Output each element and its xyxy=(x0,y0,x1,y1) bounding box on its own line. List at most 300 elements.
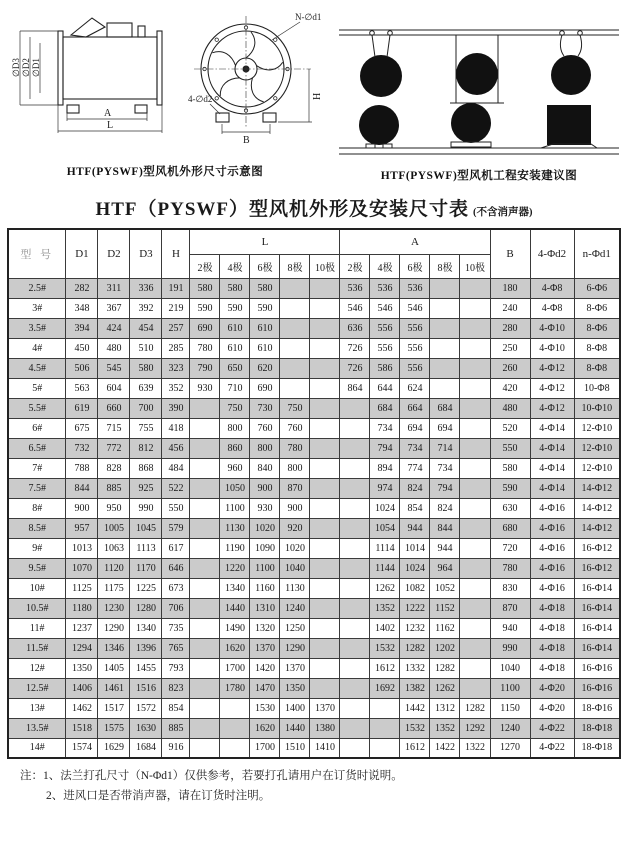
value-cell: 690 xyxy=(250,378,280,398)
hung-fan-2 xyxy=(450,35,504,103)
value-cell xyxy=(220,738,250,758)
value-cell: 536 xyxy=(400,278,430,298)
value-cell: 4-Φ8 xyxy=(530,278,574,298)
value-cell xyxy=(340,418,370,438)
value-cell: 1405 xyxy=(98,658,130,678)
value-cell: 1225 xyxy=(130,578,162,598)
value-cell: 684 xyxy=(430,398,460,418)
col-header-n-phi-d1: n-Φd1 xyxy=(574,229,620,278)
value-cell: 760 xyxy=(250,418,280,438)
value-cell xyxy=(190,638,220,658)
value-cell: 690 xyxy=(190,318,220,338)
value-cell: 1052 xyxy=(430,578,460,598)
table-row xyxy=(8,518,620,538)
value-cell: 1240 xyxy=(490,718,530,738)
value-cell: 1220 xyxy=(220,558,250,578)
value-cell: 4-Φ8 xyxy=(530,298,574,318)
value-cell: 1054 xyxy=(370,518,400,538)
value-cell xyxy=(310,278,340,298)
value-cell: 12-Φ10 xyxy=(574,458,620,478)
value-cell: 580 xyxy=(130,358,162,378)
value-cell xyxy=(190,458,220,478)
model-cell: 3# xyxy=(8,298,66,318)
value-cell xyxy=(340,618,370,638)
value-cell: 311 xyxy=(98,278,130,298)
table-row xyxy=(8,678,620,698)
value-cell xyxy=(310,398,340,418)
value-cell: 646 xyxy=(162,558,190,578)
value-cell: 506 xyxy=(66,358,98,378)
value-cell xyxy=(310,358,340,378)
value-cell xyxy=(190,698,220,718)
table-row xyxy=(8,378,620,398)
value-cell: 550 xyxy=(162,498,190,518)
value-cell xyxy=(460,338,490,358)
value-cell xyxy=(370,718,400,738)
value-cell: 556 xyxy=(400,318,430,338)
value-cell xyxy=(460,638,490,658)
value-cell xyxy=(310,578,340,598)
value-cell: 4-Φ16 xyxy=(530,578,574,598)
value-cell: 1352 xyxy=(370,598,400,618)
value-cell xyxy=(190,738,220,758)
table-row xyxy=(8,458,620,478)
value-cell xyxy=(310,678,340,698)
table-row xyxy=(8,278,620,298)
value-cell: 734 xyxy=(400,438,430,458)
value-cell: 16-Φ12 xyxy=(574,558,620,578)
value-cell: 1574 xyxy=(66,738,98,758)
value-cell: 4-Φ14 xyxy=(530,418,574,438)
value-cell: 788 xyxy=(66,458,98,478)
value-cell: 930 xyxy=(250,498,280,518)
table-row xyxy=(8,478,620,498)
value-cell: 726 xyxy=(340,338,370,358)
value-cell: 556 xyxy=(370,318,400,338)
value-cell: 590 xyxy=(250,298,280,318)
model-cell: 4.5# xyxy=(8,358,66,378)
value-cell: 240 xyxy=(490,298,530,318)
value-cell: 793 xyxy=(162,658,190,678)
value-cell: 950 xyxy=(98,498,130,518)
col-header-l-8pole: 8极 xyxy=(280,254,310,278)
value-cell: 590 xyxy=(190,298,220,318)
value-cell xyxy=(460,378,490,398)
value-cell xyxy=(460,558,490,578)
value-cell: 1310 xyxy=(250,598,280,618)
value-cell xyxy=(370,698,400,718)
value-cell: 732 xyxy=(66,438,98,458)
value-cell: 964 xyxy=(430,558,460,578)
value-cell: 823 xyxy=(162,678,190,698)
value-cell: 10-Φ8 xyxy=(574,378,620,398)
value-cell: 650 xyxy=(220,358,250,378)
value-cell: 16-Φ12 xyxy=(574,538,620,558)
value-cell: 735 xyxy=(162,618,190,638)
value-cell: 418 xyxy=(162,418,190,438)
value-cell: 1130 xyxy=(280,578,310,598)
value-cell: 1440 xyxy=(280,718,310,738)
table-row xyxy=(8,418,620,438)
table-row xyxy=(8,658,620,678)
value-cell: 610 xyxy=(220,338,250,358)
value-cell xyxy=(340,398,370,418)
table-row xyxy=(8,718,620,738)
value-cell: 680 xyxy=(490,518,530,538)
dim-label-4-d2: 4-∅d2 xyxy=(188,94,213,104)
value-cell: 1692 xyxy=(370,678,400,698)
value-cell: 4-Φ16 xyxy=(530,538,574,558)
table-row xyxy=(8,618,620,638)
value-cell xyxy=(310,418,340,438)
value-cell xyxy=(190,598,220,618)
value-cell: 1013 xyxy=(66,538,98,558)
value-cell xyxy=(460,658,490,678)
value-cell: 1282 xyxy=(430,658,460,678)
value-cell xyxy=(340,518,370,538)
value-cell xyxy=(310,598,340,618)
value-cell: 536 xyxy=(370,278,400,298)
value-cell: 219 xyxy=(162,298,190,318)
value-cell: 700 xyxy=(130,398,162,418)
dim-label-a: A xyxy=(104,108,112,119)
value-cell xyxy=(310,478,340,498)
value-cell: 824 xyxy=(430,498,460,518)
value-cell: 1402 xyxy=(370,618,400,638)
value-cell: 1572 xyxy=(130,698,162,718)
value-cell: 420 xyxy=(490,378,530,398)
spec-table-body xyxy=(8,278,620,758)
value-cell: 392 xyxy=(130,298,162,318)
value-cell: 4-Φ12 xyxy=(530,358,574,378)
value-cell xyxy=(190,718,220,738)
value-cell: 1462 xyxy=(66,698,98,718)
value-cell: 4-Φ10 xyxy=(530,338,574,358)
value-cell: 1320 xyxy=(250,618,280,638)
value-cell xyxy=(460,458,490,478)
value-cell: 4-Φ18 xyxy=(530,638,574,658)
value-cell: 664 xyxy=(400,398,430,418)
value-cell xyxy=(190,438,220,458)
table-row xyxy=(8,398,620,418)
model-cell: 10.5# xyxy=(8,598,66,618)
value-cell: 604 xyxy=(98,378,130,398)
value-cell xyxy=(220,698,250,718)
value-cell: 610 xyxy=(220,318,250,338)
value-cell: 854 xyxy=(162,698,190,718)
value-cell: 260 xyxy=(490,358,530,378)
value-cell: 1532 xyxy=(370,638,400,658)
col-header-model: 型 号 xyxy=(8,229,66,278)
value-cell: 348 xyxy=(66,298,98,318)
value-cell: 920 xyxy=(280,518,310,538)
value-cell: 630 xyxy=(490,498,530,518)
value-cell xyxy=(340,578,370,598)
value-cell: 660 xyxy=(98,398,130,418)
value-cell: 1575 xyxy=(98,718,130,738)
value-cell: 580 xyxy=(190,278,220,298)
value-cell: 480 xyxy=(490,398,530,418)
value-cell: 1230 xyxy=(98,598,130,618)
model-cell: 13.5# xyxy=(8,718,66,738)
value-cell xyxy=(460,298,490,318)
value-cell: 1292 xyxy=(460,718,490,738)
value-cell: 1282 xyxy=(400,638,430,658)
value-cell: 1175 xyxy=(98,578,130,598)
value-cell xyxy=(310,618,340,638)
value-cell: 424 xyxy=(98,318,130,338)
value-cell: 710 xyxy=(220,378,250,398)
value-cell: 1290 xyxy=(280,638,310,658)
table-row xyxy=(8,298,620,318)
value-cell: 1020 xyxy=(250,518,280,538)
model-cell: 6# xyxy=(8,418,66,438)
value-cell xyxy=(310,658,340,678)
value-cell: 617 xyxy=(162,538,190,558)
value-cell: 780 xyxy=(280,438,310,458)
value-cell xyxy=(190,578,220,598)
model-cell: 5# xyxy=(8,378,66,398)
value-cell: 545 xyxy=(98,358,130,378)
value-cell: 14-Φ12 xyxy=(574,478,620,498)
value-cell: 1700 xyxy=(220,658,250,678)
value-cell: 1516 xyxy=(130,678,162,698)
value-cell: 990 xyxy=(490,638,530,658)
value-cell: 734 xyxy=(370,418,400,438)
value-cell: 894 xyxy=(370,458,400,478)
value-cell: 522 xyxy=(162,478,190,498)
value-cell: 450 xyxy=(66,338,98,358)
value-cell: 720 xyxy=(490,538,530,558)
value-cell: 610 xyxy=(250,338,280,358)
value-cell: 8-Φ8 xyxy=(574,358,620,378)
value-cell xyxy=(190,398,220,418)
table-row xyxy=(8,558,620,578)
value-cell xyxy=(280,378,310,398)
value-cell: 860 xyxy=(220,438,250,458)
dim-label-n-d1: N-∅d1 xyxy=(295,12,322,22)
value-cell: 285 xyxy=(162,338,190,358)
value-cell: 520 xyxy=(490,418,530,438)
col-header-h: H xyxy=(162,229,190,278)
value-cell xyxy=(310,438,340,458)
value-cell: 323 xyxy=(162,358,190,378)
value-cell: 957 xyxy=(66,518,98,538)
value-cell xyxy=(430,278,460,298)
value-cell xyxy=(280,318,310,338)
col-header-a-10pole: 10极 xyxy=(460,254,490,278)
value-cell xyxy=(340,738,370,758)
value-cell: 1312 xyxy=(430,698,460,718)
value-cell: 1005 xyxy=(98,518,130,538)
value-cell: 830 xyxy=(490,578,530,598)
value-cell xyxy=(280,358,310,378)
value-cell: 1332 xyxy=(400,658,430,678)
value-cell: 456 xyxy=(162,438,190,458)
value-cell xyxy=(280,298,310,318)
value-cell: 390 xyxy=(162,398,190,418)
value-cell xyxy=(460,358,490,378)
value-cell: 1040 xyxy=(490,658,530,678)
value-cell: 940 xyxy=(490,618,530,638)
value-cell: 840 xyxy=(250,458,280,478)
value-cell: 4-Φ16 xyxy=(530,498,574,518)
value-cell: 1040 xyxy=(280,558,310,578)
title-row xyxy=(0,194,628,224)
value-cell: 1020 xyxy=(280,538,310,558)
value-cell: 900 xyxy=(280,498,310,518)
value-cell xyxy=(190,518,220,538)
left-diagram-caption: HTF(PYSWF)型风机外形尺寸示意图 xyxy=(66,166,264,178)
value-cell: 1100 xyxy=(490,678,530,698)
value-cell: 352 xyxy=(162,378,190,398)
value-cell: 1100 xyxy=(250,558,280,578)
value-cell: 885 xyxy=(162,718,190,738)
dim-label-l: L xyxy=(107,120,114,131)
value-cell: 684 xyxy=(370,398,400,418)
spec-table xyxy=(7,228,621,759)
model-cell: 8.5# xyxy=(8,518,66,538)
value-cell: 1113 xyxy=(130,538,162,558)
value-cell: 974 xyxy=(370,478,400,498)
col-header-a-2pole: 2极 xyxy=(340,254,370,278)
model-cell: 14# xyxy=(8,738,66,758)
value-cell: 4-Φ14 xyxy=(530,458,574,478)
value-cell: 636 xyxy=(340,318,370,338)
value-cell: 1510 xyxy=(280,738,310,758)
value-cell: 1370 xyxy=(310,698,340,718)
value-cell: 14-Φ12 xyxy=(574,498,620,518)
model-cell: 10# xyxy=(8,578,66,598)
value-cell: 1350 xyxy=(280,678,310,698)
value-cell: 1024 xyxy=(400,558,430,578)
value-cell: 1420 xyxy=(250,658,280,678)
value-cell: 1406 xyxy=(66,678,98,698)
value-cell: 4-Φ16 xyxy=(530,558,574,578)
value-cell: 610 xyxy=(250,318,280,338)
model-cell: 11.5# xyxy=(8,638,66,658)
value-cell: 4-Φ18 xyxy=(530,618,574,638)
value-cell: 4-Φ10 xyxy=(530,318,574,338)
dim-label-d1: ∅D1 xyxy=(31,58,41,77)
value-cell: 1352 xyxy=(430,718,460,738)
note-1: 注：1、法兰打孔尺寸（N-Φd1）仅供参考，若要打孔请用户在订货时说明。 xyxy=(20,770,403,782)
value-cell: 1130 xyxy=(220,518,250,538)
value-cell xyxy=(190,478,220,498)
value-cell: 556 xyxy=(400,358,430,378)
value-cell: 590 xyxy=(490,478,530,498)
value-cell: 1162 xyxy=(430,618,460,638)
right-diagram-caption: HTF(PYSWF)型风机工程安装建议图 xyxy=(380,170,578,182)
value-cell: 1530 xyxy=(250,698,280,718)
col-header-b: B xyxy=(490,229,530,278)
value-cell: 1518 xyxy=(66,718,98,738)
value-cell xyxy=(310,558,340,578)
value-cell: 734 xyxy=(430,458,460,478)
hung-fan-1 xyxy=(360,31,402,97)
value-cell: 1612 xyxy=(370,658,400,678)
value-cell: 1100 xyxy=(220,498,250,518)
value-cell xyxy=(340,598,370,618)
value-cell: 550 xyxy=(490,438,530,458)
value-cell: 1684 xyxy=(130,738,162,758)
value-cell: 765 xyxy=(162,638,190,658)
value-cell: 1120 xyxy=(98,558,130,578)
value-cell: 1282 xyxy=(460,698,490,718)
value-cell: 536 xyxy=(340,278,370,298)
model-cell: 4# xyxy=(8,338,66,358)
value-cell xyxy=(190,418,220,438)
value-cell: 1144 xyxy=(370,558,400,578)
model-cell: 12# xyxy=(8,658,66,678)
value-cell: 510 xyxy=(130,338,162,358)
model-cell: 13# xyxy=(8,698,66,718)
value-cell: 694 xyxy=(400,418,430,438)
value-cell xyxy=(430,338,460,358)
value-cell xyxy=(190,538,220,558)
value-cell: 280 xyxy=(490,318,530,338)
value-cell: 916 xyxy=(162,738,190,758)
value-cell: 1050 xyxy=(220,478,250,498)
installation-drawing xyxy=(337,18,621,160)
value-cell: 1700 xyxy=(250,738,280,758)
value-cell xyxy=(310,378,340,398)
value-cell: 1350 xyxy=(66,658,98,678)
value-cell: 750 xyxy=(280,398,310,418)
table-row xyxy=(8,338,620,358)
value-cell: 1290 xyxy=(98,618,130,638)
value-cell: 812 xyxy=(130,438,162,458)
value-cell: 4-Φ22 xyxy=(530,718,574,738)
value-cell: 590 xyxy=(220,298,250,318)
value-cell: 1380 xyxy=(310,718,340,738)
col-header-l-10pole: 10极 xyxy=(310,254,340,278)
value-cell: 790 xyxy=(190,358,220,378)
value-cell xyxy=(460,478,490,498)
dim-label-d3: ∅D3 xyxy=(11,58,21,77)
model-cell: 9# xyxy=(8,538,66,558)
value-cell: 1237 xyxy=(66,618,98,638)
value-cell: 800 xyxy=(220,418,250,438)
value-cell: 755 xyxy=(130,418,162,438)
col-header-l-2pole: 2极 xyxy=(190,254,220,278)
value-cell: 673 xyxy=(162,578,190,598)
model-cell: 5.5# xyxy=(8,398,66,418)
col-header-a-8pole: 8极 xyxy=(430,254,460,278)
value-cell: 394 xyxy=(66,318,98,338)
value-cell: 1190 xyxy=(220,538,250,558)
value-cell: 1152 xyxy=(430,598,460,618)
value-cell: 18-Φ18 xyxy=(574,738,620,758)
value-cell xyxy=(430,318,460,338)
value-cell: 16-Φ14 xyxy=(574,578,620,598)
value-cell: 16-Φ14 xyxy=(574,638,620,658)
dim-label-d2: ∅D2 xyxy=(21,58,31,77)
value-cell: 864 xyxy=(340,378,370,398)
fan-dimension-drawing xyxy=(6,6,324,156)
value-cell: 1125 xyxy=(66,578,98,598)
value-cell: 944 xyxy=(430,538,460,558)
value-cell: 4-Φ14 xyxy=(530,438,574,458)
value-cell: 1382 xyxy=(400,678,430,698)
table-row xyxy=(8,638,620,658)
value-cell: 1014 xyxy=(400,538,430,558)
value-cell: 824 xyxy=(400,478,430,498)
value-cell xyxy=(280,278,310,298)
value-cell: 1620 xyxy=(220,638,250,658)
value-cell xyxy=(340,658,370,678)
value-cell: 6-Φ6 xyxy=(574,278,620,298)
